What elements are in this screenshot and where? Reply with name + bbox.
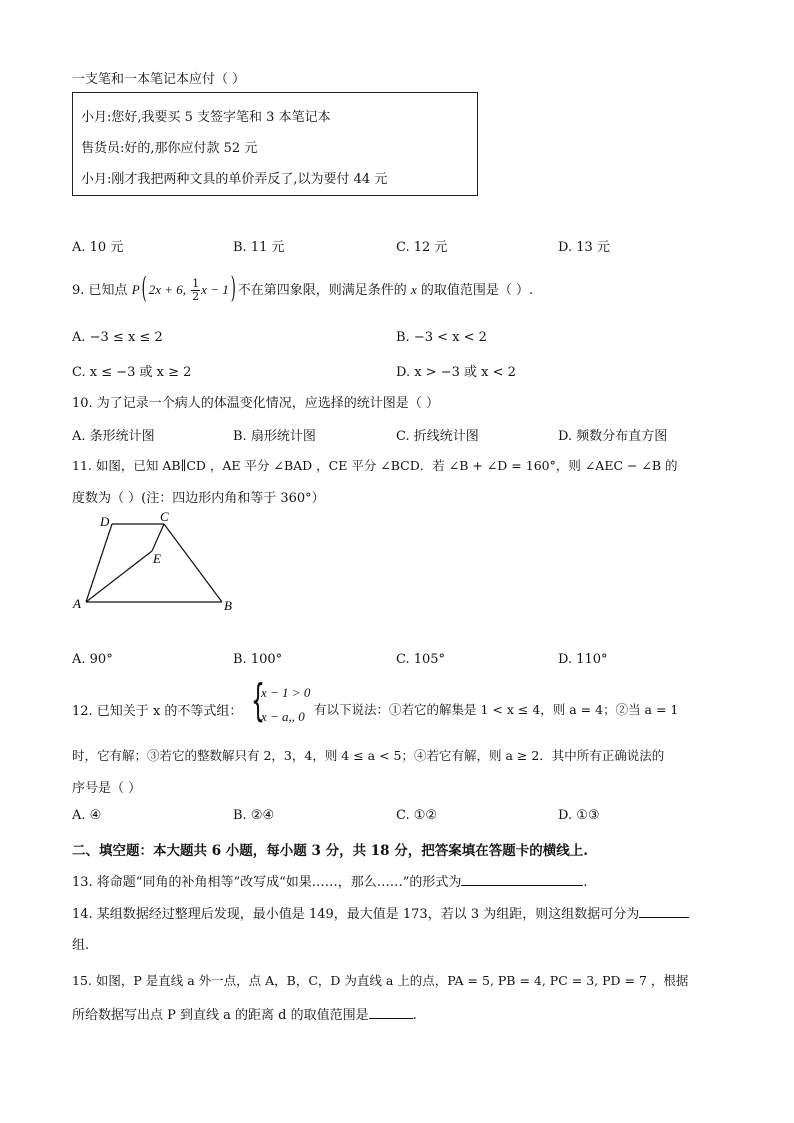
q12-option-d: D. ①③ — [558, 808, 600, 823]
brace-glyph: { — [251, 675, 265, 726]
q11-stem-line1: 11. 如图，已知 AB∥CD ，AE 平分 ∠BAD ，CE 平分 ∠BCD．若 ∠B + ∠D = 160°，则 ∠AEC − ∠B 的 — [72, 458, 678, 473]
q10-option-d: D. 频数分布直方图 — [558, 429, 668, 444]
q12-option-c: C. ①② — [396, 808, 438, 823]
q12-row2: x − a,, 0 — [261, 709, 305, 724]
q11-option-a: A. 90° — [72, 652, 113, 667]
q9-coord1: 2x + 6, — [148, 282, 187, 297]
q15-answer-blank[interactable] — [369, 1007, 413, 1019]
q8-option-a: A. 10 元 — [72, 240, 124, 255]
q14-stem — [72, 903, 689, 922]
q8-stem-tail: 一支笔和一本笔记本应付（ ） — [72, 72, 246, 87]
q12-line2: 时，它有解；③若它的整数解只有 2，3，4，则 4 ≤ a < 5；④若它有解，则 a ≥ 2．其中所有正确说法的 — [72, 748, 665, 763]
q11-option-b: B. 100° — [233, 652, 283, 667]
q14-line2: 组. — [72, 938, 90, 953]
q15-line1: 15. 如图，P 是直线 a 外一点，点 A，B，C，D 为直线 a 上的点，PA = 5, PB = 4, PC = 3, PD = 7 ，根据 — [72, 973, 689, 988]
q9-suffix-b: 的取值范围是（ ）. — [420, 283, 534, 298]
label-d: D — [100, 514, 110, 529]
q10-option-c: C. 折线统计图 — [396, 429, 479, 444]
q15-line2 — [72, 1004, 417, 1023]
q9-point-label: P — [131, 282, 140, 297]
q9-fraction: $\frac{1}{2}$ — [192, 277, 200, 303]
q9-suffix-a: 不在第四象限，则满足条件的 — [237, 283, 407, 298]
q8-option-d: D. 13 元 — [558, 240, 610, 255]
q15-text: 所给数据写出点 P 到直线 a 的距离 d 的取值范围是 — [72, 1008, 369, 1023]
q9-prefix: 9. 已知点 — [72, 283, 128, 298]
q14-answer-blank[interactable] — [639, 906, 689, 918]
q9-option-d: D. x > −3 或 x < 2 — [396, 365, 516, 380]
q13-stem — [72, 871, 588, 890]
q12-line1-rest: 有以下说法：①若它的解集是 1 < x ≤ 4，则 a = 4；②当 a = 1 — [314, 702, 679, 717]
q12-option-a: A. ④ — [72, 808, 102, 823]
label-b: B — [224, 598, 232, 613]
q8-dialog-line: 小月:刚才我把两种文具的单价弄反了,以为要付 44 元 — [81, 172, 388, 187]
q12-prefix: 12. 已知关于 x 的不等式组： — [72, 704, 243, 719]
q9-option-b: B. −3 < x < 2 — [396, 330, 487, 345]
q13-answer-blank[interactable] — [461, 874, 583, 886]
segment-ec — [152, 524, 164, 551]
q11-option-c: C. 105° — [396, 652, 446, 667]
q8-dialog-line: 小月:您好,我要买 5 支签字笔和 3 本笔记本 — [81, 110, 331, 125]
q11-figure — [70, 508, 250, 618]
q10-stem: 10. 为了记录一个病人的体温变化情况，应选择的统计图是（ ） — [72, 396, 439, 411]
q14-text: 14. 某组数据经过整理后发现，最小值是 149，最大值是 173，若以 3 为组距，则这组数据可分为 — [72, 907, 640, 922]
q12-option-b: B. ②④ — [233, 808, 275, 823]
q9-stem: 9. 已知点 P ( 2x + 6, $\frac{1}{2}$ x − 1 ) 不在第四象限，则满足条件的 x 的取值范围是（ ）. — [72, 273, 534, 307]
q13-end: . — [583, 875, 588, 890]
q9-var: x — [410, 282, 417, 297]
q10-option-a: A. 条形统计图 — [72, 429, 155, 444]
q8-dialog-box — [72, 92, 478, 196]
q11-stem-line2: 度数为（ ）(注：四边形内角和等于 360°） — [72, 491, 325, 506]
q13-text: 13. 将命题“同角的补角相等”改写成“如果……，那么……”的形式为 — [72, 875, 462, 890]
segment-cb — [164, 524, 222, 602]
q9-option-a: A. −3 ≤ x ≤ 2 — [72, 330, 163, 345]
q9-option-c: C. x ≤ −3 或 x ≥ 2 — [72, 365, 192, 380]
segment-ad — [86, 524, 112, 602]
q12-row1: x − 1 > 0 — [261, 685, 311, 700]
label-c: C — [160, 509, 169, 524]
q10-option-b: B. 扇形统计图 — [233, 429, 316, 444]
q8-option-c: C. 12 元 — [396, 240, 448, 255]
q15-end: . — [412, 1008, 417, 1023]
q12-line3: 序号是（ ） — [72, 781, 142, 796]
section-title: 二、填空题：本大题共 6 小题，每小题 3 分，共 18 分，把答案填在答题卡的横线上. — [72, 843, 588, 859]
label-a: A — [73, 596, 81, 611]
label-e: E — [153, 551, 161, 566]
segment-ae — [86, 551, 152, 602]
q11-option-d: D. 110° — [558, 652, 608, 667]
q9-coord2: x − 1 — [201, 282, 229, 297]
q8-option-b: B. 11 元 — [233, 240, 285, 255]
q8-dialog-line: 售货员:好的,那你应付款 52 元 — [81, 141, 258, 156]
